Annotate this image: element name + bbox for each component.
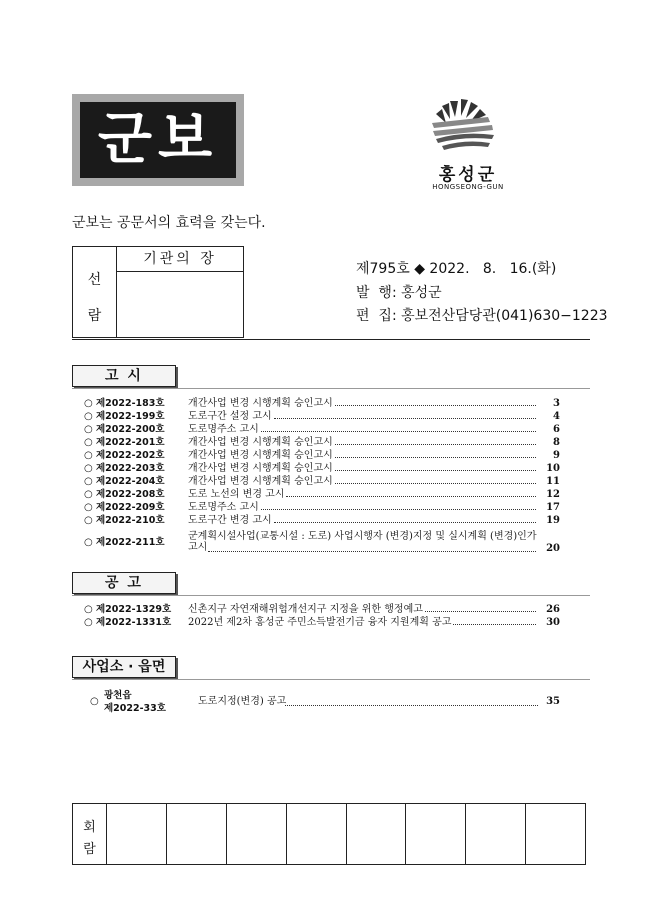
- notice-title: 도로 노선의 변경 고시: [188, 489, 285, 500]
- circulation-label-bottom: 람: [87, 308, 102, 324]
- announce-page: 26: [546, 604, 560, 615]
- toc-row-notice[interactable]: [84, 398, 560, 410]
- section-header-notice: 고 시: [72, 365, 176, 387]
- masthead-title: 군보: [97, 107, 219, 172]
- bullet-icon: ○: [84, 398, 93, 409]
- notice-page: 8: [553, 437, 560, 448]
- review-label-top: 회: [83, 820, 96, 835]
- tagline: 군보는 공문서의 효력을 갖는다.: [72, 215, 266, 231]
- county-logo-subtitle: HONGSEONG-GUN: [432, 183, 504, 191]
- circulation-header: 기관의 장: [117, 247, 243, 272]
- notice-page: 19: [546, 515, 560, 526]
- toc-row-notice-211[interactable]: [84, 531, 560, 557]
- notice-title: 도로명주소 고시: [188, 502, 259, 513]
- leader-dots: [425, 611, 536, 612]
- notice-number: 제2022-200호: [96, 424, 165, 435]
- leader-dots: [208, 551, 536, 552]
- toc-row-notice[interactable]: [84, 515, 560, 527]
- bullet-icon: ○: [84, 437, 93, 448]
- section-divider-local: [72, 679, 590, 680]
- masthead-title-box: [80, 102, 236, 178]
- bullet-icon: ○: [84, 537, 93, 548]
- leader-dots: [261, 431, 536, 432]
- notice-page: 11: [546, 476, 560, 487]
- notice-page: 17: [546, 502, 560, 513]
- review-cell[interactable]: [466, 804, 526, 864]
- review-cell[interactable]: [526, 804, 585, 864]
- notice-number: 제2022-199호: [96, 411, 165, 422]
- bullet-icon: ○: [84, 463, 93, 474]
- notice-title: 개간사업 변경 시행계획 승인고시: [188, 463, 333, 474]
- bullet-icon: ○: [84, 604, 93, 615]
- toc-row-notice[interactable]: [84, 437, 560, 449]
- leader-dots: [285, 705, 538, 706]
- review-label: [73, 804, 107, 864]
- review-label-bottom: 람: [83, 842, 96, 857]
- notice-title: 개간사업 변경 시행계획 승인고시: [188, 398, 333, 409]
- notice-number: 제2022-211호: [96, 537, 165, 548]
- notice-title-line1: 군계획시설사업(교통시설 : 도로) 사업시행자 (변경)지정 및 실시계획 (변경)인가: [188, 531, 537, 542]
- notice-page: 20: [546, 543, 560, 554]
- section-divider-notice: [72, 388, 590, 389]
- leader-dots: [335, 405, 536, 406]
- notice-number: 제2022-210호: [96, 515, 165, 526]
- toc-row-announce-1329[interactable]: [84, 604, 560, 616]
- section-divider-announcement: [72, 595, 590, 596]
- announce-title: 2022년 제2차 홍성군 주민소득발전기금 융자 지원계획 공고: [188, 617, 452, 628]
- bullet-icon: ○: [84, 515, 93, 526]
- section-header-announcement: 공 고: [72, 572, 176, 594]
- review-cell[interactable]: [167, 804, 227, 864]
- announce-number: 제2022-1329호: [96, 604, 172, 615]
- toc-row-notice[interactable]: [84, 411, 560, 423]
- notice-page: 10: [546, 463, 560, 474]
- county-logo-name: 홍성군: [438, 165, 498, 185]
- notice-number: 제2022-204호: [96, 476, 165, 487]
- toc-row-notice[interactable]: [84, 489, 560, 501]
- circulation-label: [73, 247, 117, 337]
- notice-page: 12: [546, 489, 560, 500]
- toc-row-local-33[interactable]: [84, 690, 560, 718]
- local-number: 제2022-33호: [104, 703, 166, 714]
- toc-row-notice[interactable]: [84, 424, 560, 436]
- bullet-icon: ○: [84, 502, 93, 513]
- notice-page: 4: [553, 411, 560, 422]
- review-cell[interactable]: [227, 804, 287, 864]
- review-cell[interactable]: [406, 804, 466, 864]
- leader-dots: [286, 496, 536, 497]
- review-cell[interactable]: [107, 804, 167, 864]
- notice-title: 도로구간 설정 고시: [188, 411, 272, 422]
- bullet-icon: ○: [84, 450, 93, 461]
- notice-number: 제2022-209호: [96, 502, 165, 513]
- review-cell[interactable]: [287, 804, 347, 864]
- issue-number-date: 제795호 ◆ 2022. 8. 16.(화): [356, 261, 557, 277]
- notice-title: 개간사업 변경 시행계획 승인고시: [188, 437, 333, 448]
- circulation-label-top: 선: [87, 272, 102, 288]
- leader-dots: [274, 522, 536, 523]
- announce-page: 30: [546, 617, 560, 628]
- header-divider: [72, 339, 590, 340]
- toc-row-notice[interactable]: [84, 463, 560, 475]
- announce-number: 제2022-1331호: [96, 617, 172, 628]
- bullet-icon: ○: [90, 696, 99, 707]
- toc-row-notice[interactable]: [84, 502, 560, 514]
- notice-page: 3: [553, 398, 560, 409]
- notice-title: 개간사업 변경 시행계획 승인고시: [188, 476, 333, 487]
- leader-dots: [261, 509, 536, 510]
- review-cell[interactable]: [347, 804, 407, 864]
- notice-title: 도로구간 변경 고시: [188, 515, 272, 526]
- editor: 편 집: 홍보전산담당관(041)630−1223: [356, 308, 608, 324]
- circulation-box: [72, 246, 244, 338]
- notice-number: 제2022-183호: [96, 398, 165, 409]
- announce-title: 신촌지구 자연재해위험개선지구 지정을 위한 행정예고: [188, 604, 423, 615]
- bullet-icon: ○: [84, 617, 93, 628]
- bullet-icon: ○: [84, 411, 93, 422]
- leader-dots: [453, 624, 536, 625]
- leader-dots: [335, 457, 536, 458]
- local-office-name: 광천읍: [104, 690, 132, 701]
- notice-number: 제2022-208호: [96, 489, 165, 500]
- notice-number: 제2022-201호: [96, 437, 165, 448]
- notice-number: 제2022-203호: [96, 463, 165, 474]
- bullet-icon: ○: [84, 476, 93, 487]
- toc-row-notice[interactable]: [84, 450, 560, 462]
- bullet-icon: ○: [84, 424, 93, 435]
- toc-row-notice[interactable]: [84, 476, 560, 488]
- bullet-icon: ○: [84, 489, 93, 500]
- local-page: 35: [546, 696, 560, 707]
- publisher: 발 행: 홍성군: [356, 285, 442, 301]
- review-table: [72, 803, 586, 865]
- leader-dots: [335, 483, 536, 484]
- section-header-local-offices: 사업소 · 읍면: [72, 656, 176, 678]
- leader-dots: [274, 418, 536, 419]
- masthead-title-frame: [72, 94, 244, 186]
- notice-page: 6: [553, 424, 560, 435]
- notice-page: 9: [553, 450, 560, 461]
- notice-title: 도로명주소 고시: [188, 424, 259, 435]
- leader-dots: [335, 444, 536, 445]
- toc-row-announce-1331[interactable]: [84, 617, 560, 629]
- notice-title-line2: 고시: [188, 542, 208, 553]
- county-emblem-icon: [428, 95, 498, 157]
- leader-dots: [335, 470, 536, 471]
- notice-title: 개간사업 변경 시행계획 승인고시: [188, 450, 333, 461]
- notice-number: 제2022-202호: [96, 450, 165, 461]
- local-title: 도로지정(변경) 공고: [198, 696, 287, 707]
